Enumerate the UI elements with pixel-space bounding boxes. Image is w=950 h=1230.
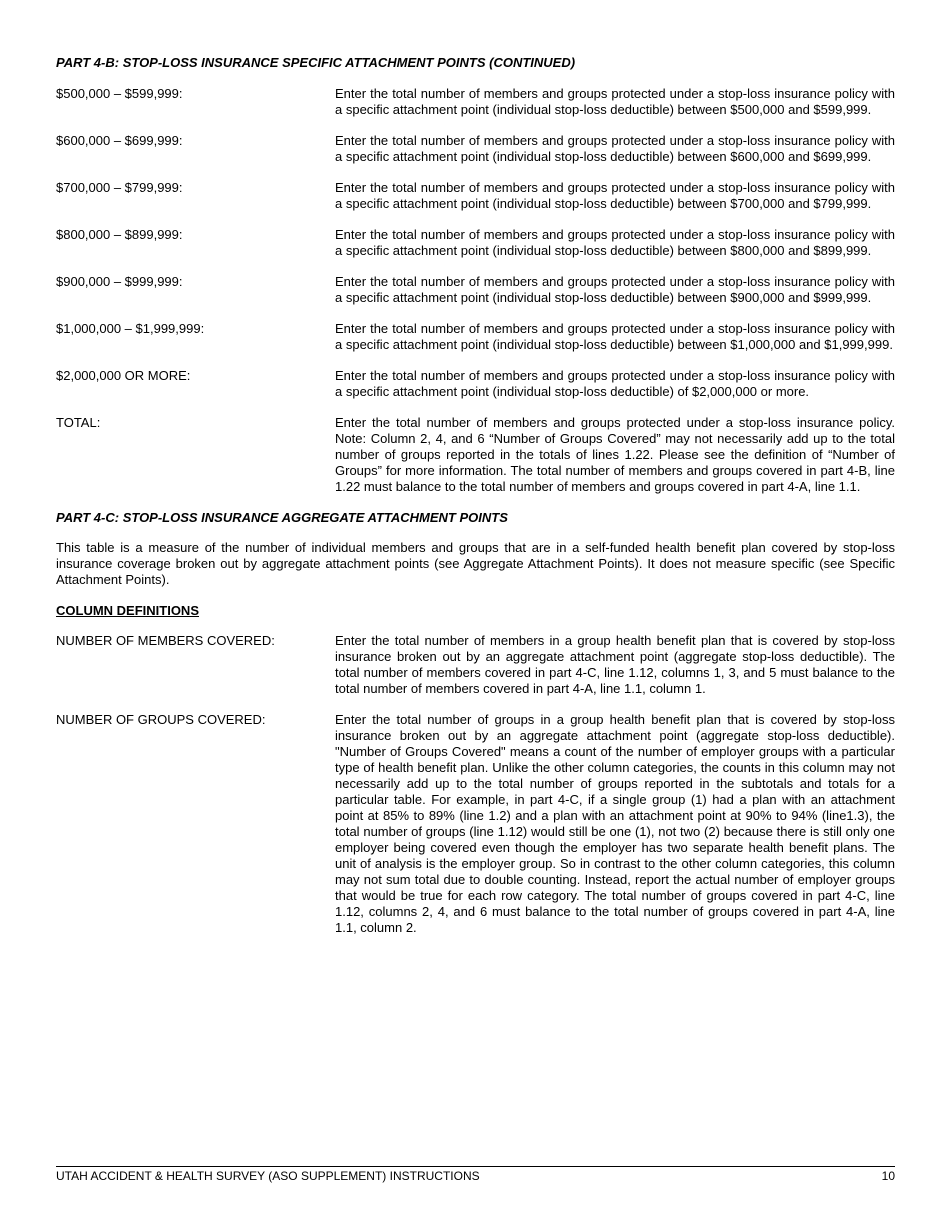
definition-description: Enter the total number of members and groups protected under a stop-loss insurance policy. Note: Column 2, 4, and 6 “Number of Groups Covered” may not necessarily add up to the total number of groups reported in the totals of lines 1.22. Please see the definition of “Number of Groups” for more information. The total number of members and groups covered in part 4-B, line 1.22 must balance to the total number of members and groups covered in part 4-A, line 1.1.: [335, 415, 895, 494]
definition-term: $700,000 – $799,999:: [56, 180, 183, 195]
definition-description: Enter the total number of members and groups protected under a stop-loss insurance policy with a specific attachment point (individual stop-loss deductible) between $700,000 and $799,999.: [335, 180, 895, 211]
definition-description: Enter the total number of members and groups protected under a stop-loss insurance policy with a specific attachment point (individual stop-loss deductible) between $800,000 and $899,999.: [335, 227, 895, 258]
definition-term: $900,000 – $999,999:: [56, 274, 183, 289]
definition-term: $1,000,000 – $1,999,999:: [56, 321, 205, 336]
part-4b-definition-list: [56, 86, 895, 495]
definition-row: [56, 712, 895, 936]
part-4b-heading: PART 4-B: STOP-LOSS INSURANCE SPECIFIC ATTACHMENT POINTS (CONTINUED): [56, 55, 576, 70]
definition-term: $500,000 – $599,999:: [56, 86, 183, 101]
page-footer: [56, 1166, 895, 1184]
definition-row: [56, 133, 895, 165]
part-4c-section: [56, 510, 895, 936]
definition-description: Enter the total number of members and groups protected under a stop-loss insurance policy with a specific attachment point (individual stop-loss deductible) between $600,000 and $699,999.: [335, 133, 895, 164]
definition-description: Enter the total number of members and groups protected under a stop-loss insurance policy with a specific attachment point (individual stop-loss deductible) between $1,000,000 and $1,999,999.: [335, 321, 895, 352]
definition-description: Enter the total number of members and groups protected under a stop-loss insurance policy with a specific attachment point (individual stop-loss deductible) between $500,000 and $599,999.: [335, 86, 895, 117]
definition-description: Enter the total number of groups in a group health benefit plan that is covered by stop-loss insurance broken out by an aggregate attachment point (aggregate stop-loss deductible). "Number of Groups Covered" means a count of the number of employer groups with a particular type of health benefit plan. Unlike the other column categories, the counts in this column may not necessarily add up to the total number of groups reported in the subtotals and totals for a particular table. For example, in part 4-C, if a single group (1) had a plan with an attachment point at 85% to 89% (line 1.2) and a plan with an attachment point at 90% to 94% (line1.3), the total number of groups (line 1.12) would still be one (1), not two (2) because there is still only one employer being covered even though the employer has two separate health benefit plans. The unit of analysis is the employer group. So in contrast to the other column categories, this column may not sum total due to double counting. Instead, report the actual number of employer groups that would be true for each row category. The total number of groups covered in part 4-C, line 1.12, columns 2, 4, and 6 must balance to the total number of groups covered in part 4-A, line 1.1, column 2.: [335, 712, 895, 935]
definition-description: Enter the total number of members and groups protected under a stop-loss insurance policy with a specific attachment point (individual stop-loss deductible) between $900,000 and $999,999.: [335, 274, 895, 305]
definition-term: TOTAL:: [56, 415, 101, 430]
definition-term: $600,000 – $699,999:: [56, 133, 183, 148]
definition-term: $2,000,000 OR MORE:: [56, 368, 191, 383]
column-definitions-heading: COLUMN DEFINITIONS: [56, 603, 199, 618]
definition-row: [56, 227, 895, 259]
part-4c-intro: This table is a measure of the number of individual members and groups that are in a self-funded health benefit plan covered by stop-loss insurance coverage broken out by aggregate attachment points (see Aggregate Attachment Points). It does not measure specific (see Specific Attachment Points).: [56, 540, 895, 587]
definition-row: [56, 180, 895, 212]
definition-description: Enter the total number of members and groups protected under a stop-loss insurance policy with a specific attachment point (individual stop-loss deductible) of $2,000,000 or more.: [335, 368, 895, 399]
definition-row: [56, 368, 895, 400]
page-number: 10: [881, 1169, 895, 1183]
definition-term: NUMBER OF GROUPS COVERED:: [56, 712, 266, 727]
definition-term: $800,000 – $899,999:: [56, 227, 183, 242]
definition-row: [56, 86, 895, 118]
definition-description: Enter the total number of members in a group health benefit plan that is covered by stop-loss insurance broken out by an aggregate attachment point (aggregate stop-loss deductible). The total number of members covered in part 4-C, line 1.12, columns 1, 3, and 5 must balance to the total number of members covered in part 4-A, line 1.1, column 1.: [335, 633, 895, 696]
definition-row: [56, 274, 895, 306]
definition-row: [56, 415, 895, 495]
part-4c-heading: PART 4-C: STOP-LOSS INSURANCE AGGREGATE ATTACHMENT POINTS: [56, 510, 508, 525]
definitions-body: [56, 86, 895, 951]
footer-title: UTAH ACCIDENT & HEALTH SURVEY (ASO SUPPLEMENT) INSTRUCTIONS: [56, 1169, 480, 1183]
definition-row: [56, 633, 895, 697]
definition-row: [56, 321, 895, 353]
definition-term: NUMBER OF MEMBERS COVERED:: [56, 633, 275, 648]
